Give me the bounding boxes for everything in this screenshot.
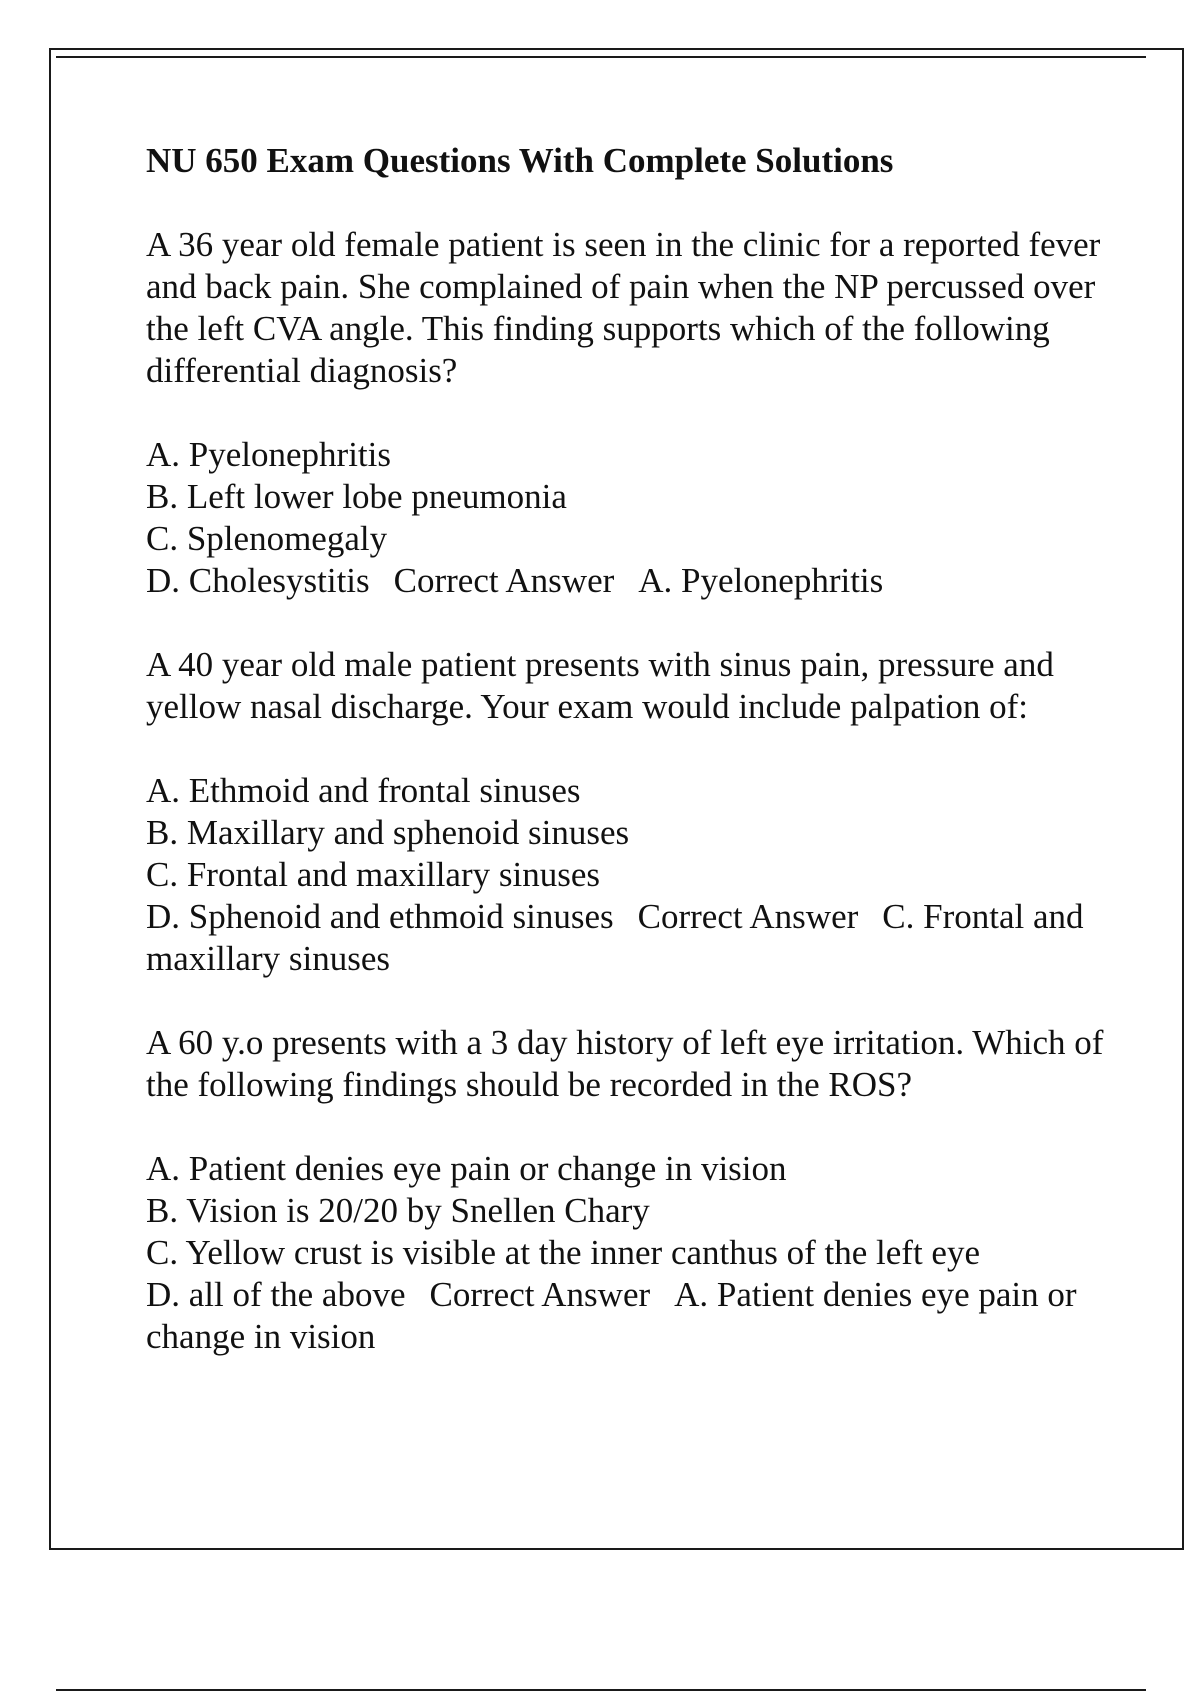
- document-title: NU 650 Exam Questions With Complete Solutions: [146, 141, 894, 180]
- question-block-1: [146, 224, 1106, 602]
- option-line: C. Yellow crust is visible at the inner canthus of the left eye: [146, 1233, 981, 1272]
- question-text: A 36 year old female patient is seen in the clinic for a reported fever and back pain. She complained of pain when the NP percussed over the left CVA angle. This finding supports which of the following differential diagnosis?: [146, 225, 1101, 390]
- question-block-3: [146, 1022, 1106, 1358]
- option-line: A. Pyelonephritis: [146, 435, 391, 474]
- correct-answer-label: Correct Answer: [429, 1275, 651, 1314]
- option-line: A. Patient denies eye pain or change in vision: [146, 1149, 787, 1188]
- correct-answer-value: A. Patient denies eye pain or change in vision: [146, 1275, 1077, 1356]
- correct-answer-label: Correct Answer: [637, 897, 859, 936]
- option-line: B. Maxillary and sphenoid sinuses: [146, 813, 630, 852]
- option-line-with-answer: [146, 1274, 1106, 1358]
- option-line: C. Splenomegaly: [146, 519, 388, 558]
- option-line: B. Vision is 20/20 by Snellen Chary: [146, 1191, 650, 1230]
- option-text: D. Cholesystitis: [146, 561, 370, 600]
- question-block-2: [146, 644, 1106, 980]
- question-text: A 40 year old male patient presents with sinus pain, pressure and yellow nasal discharge. Your exam would include palpation of:: [146, 645, 1054, 726]
- correct-answer-label: Correct Answer: [393, 561, 615, 600]
- option-line-with-answer: [146, 560, 1106, 602]
- option-line: C. Frontal and maxillary sinuses: [146, 855, 600, 894]
- correct-answer-value: C. Frontal and maxillary sinuses: [146, 897, 1084, 978]
- correct-answer-value: A. Pyelonephritis: [638, 561, 884, 600]
- question-text: A 60 y.o presents with a 3 day history of left eye irritation. Which of the following findings should be recorded in the ROS?: [146, 1023, 1104, 1104]
- option-line: B. Left lower lobe pneumonia: [146, 477, 567, 516]
- bottom-rule: [56, 1689, 1146, 1691]
- option-text: D. Sphenoid and ethmoid sinuses: [146, 897, 614, 936]
- option-line: A. Ethmoid and frontal sinuses: [146, 771, 581, 810]
- option-line-with-answer: [146, 896, 1106, 980]
- document-content: [146, 140, 1106, 1400]
- option-text: D. all of the above: [146, 1275, 406, 1314]
